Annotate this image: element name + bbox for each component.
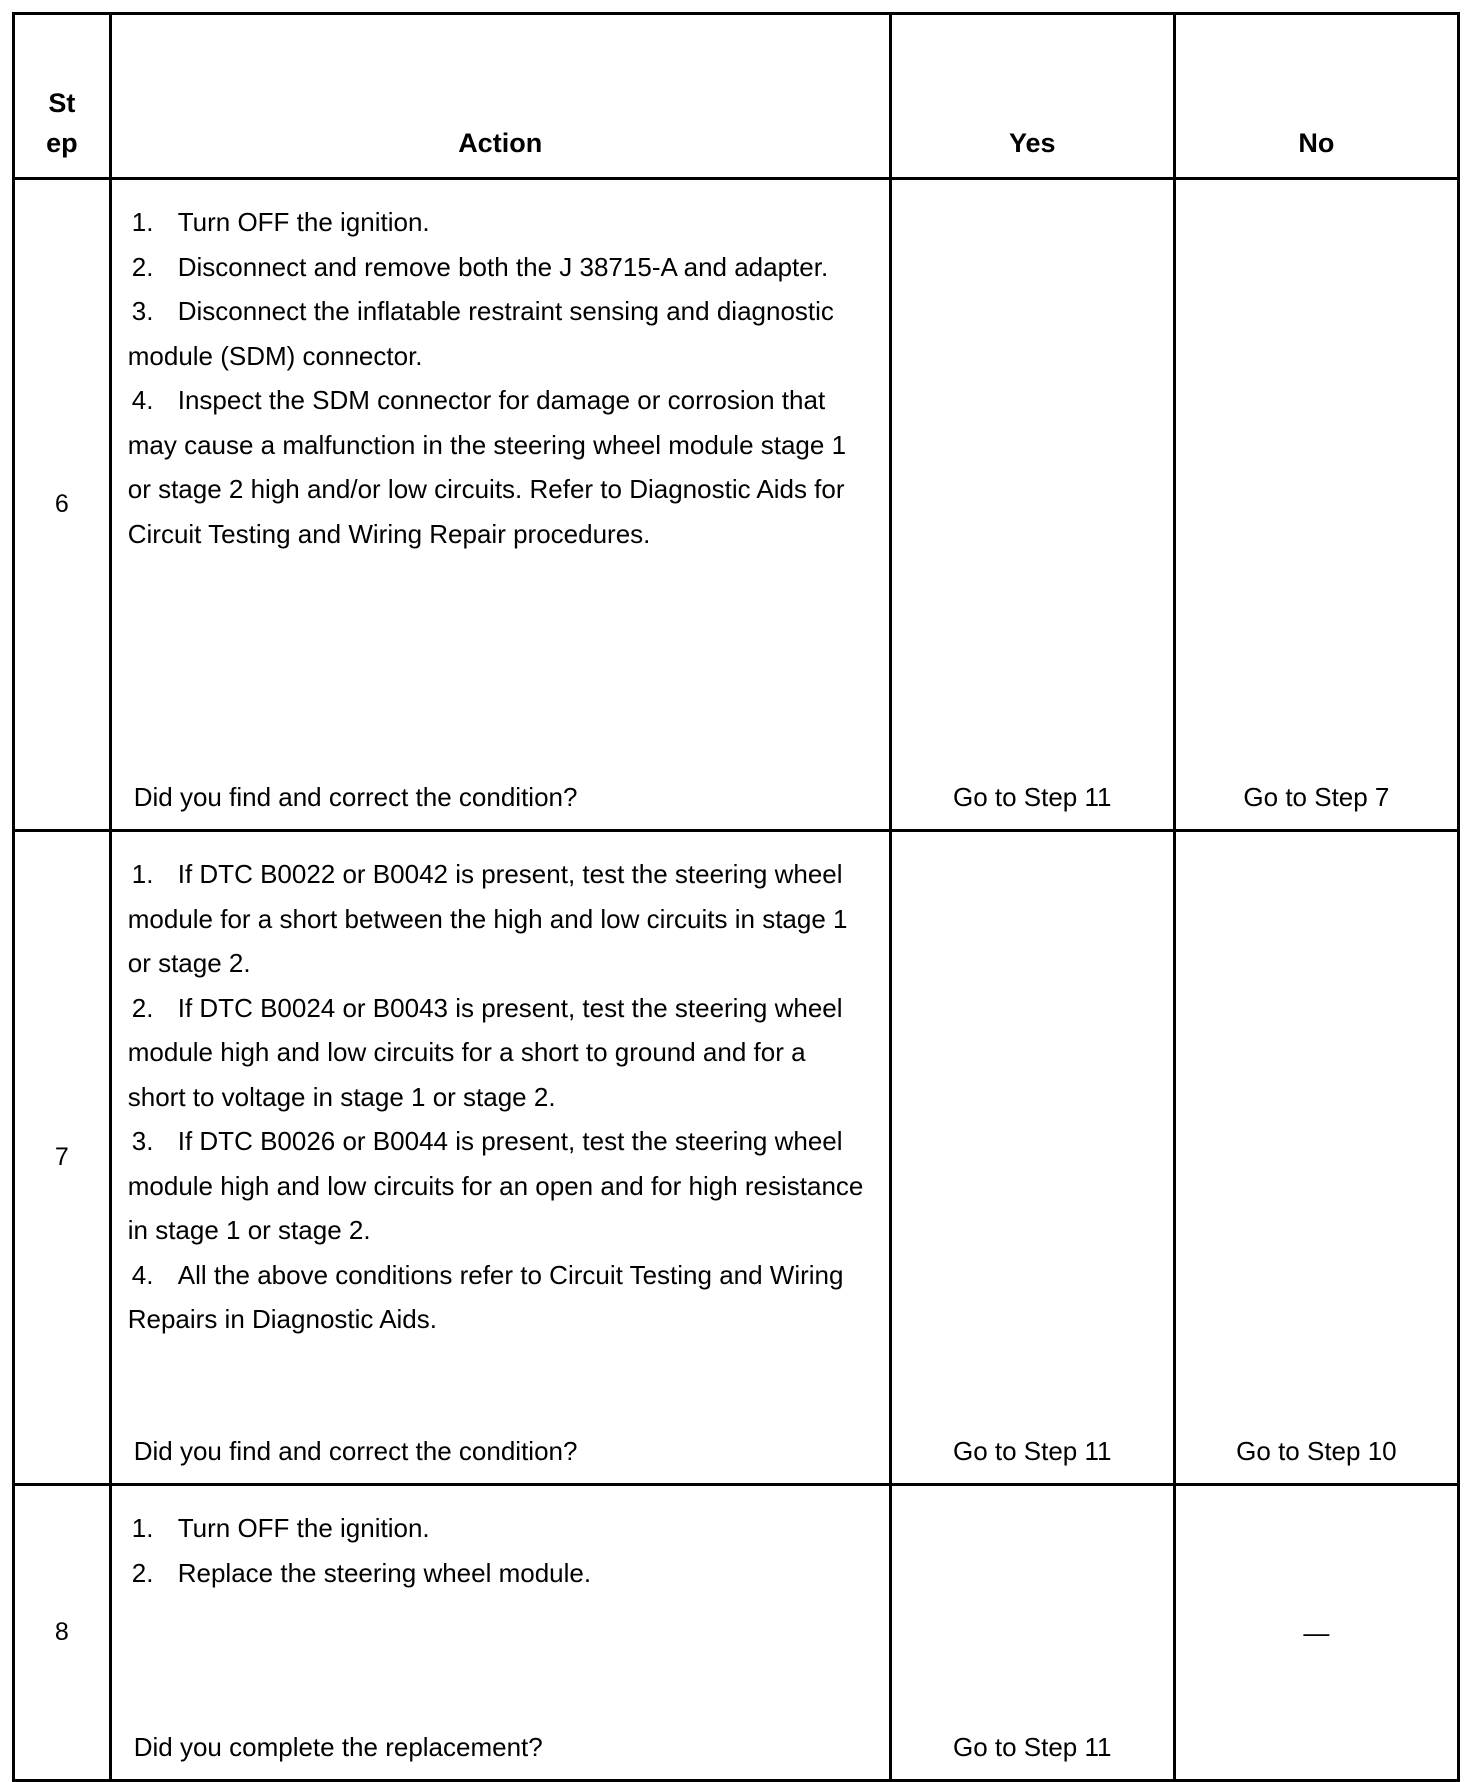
no-cell: [1174, 1485, 1458, 1781]
step-number: 8: [14, 1485, 111, 1781]
no-result: Go to Step 7: [1243, 782, 1390, 812]
diagnostic-table: [12, 12, 1460, 1782]
action-item: 2. Disconnect and remove both the J 38715-A and adapter.: [131, 251, 829, 282]
yes-result: Go to Step 11: [952, 1436, 1112, 1466]
question-text: Did you find and correct the condition?: [133, 1436, 578, 1466]
yes-cell: [890, 831, 1174, 1485]
header-step: [14, 14, 111, 179]
question-text: Did you find and correct the condition?: [133, 782, 578, 812]
action-item: 1. If DTC B0022 or B0042 is present, test the steering wheel module for a short between the high and low circuits in stage 1 or stage 2.: [127, 859, 848, 978]
yes-cell: [890, 1485, 1174, 1781]
header-action: Action: [110, 14, 890, 179]
no-result: Go to Step 10: [1236, 1436, 1397, 1466]
action-steps: [112, 832, 889, 1342]
action-item: 2. Replace the steering wheel module.: [131, 1557, 592, 1588]
question-text: Did you complete the replacement?: [133, 1732, 543, 1762]
action-cell: [110, 1485, 890, 1781]
step-number: 7: [14, 831, 111, 1485]
action-item: 4. Inspect the SDM connector for damage or corrosion that may cause a malfunction in the steering wheel module stage 1 or stage 2 high and/or low circuits. Refer to Diagnostic Aids for Circuit Testing and Wiring Repair procedures.: [127, 385, 847, 549]
action-steps: [112, 180, 889, 556]
header-no: No: [1174, 14, 1458, 179]
yes-result: Go to Step 11: [952, 1732, 1112, 1762]
no-cell: [1174, 179, 1458, 831]
step-number: 6: [14, 179, 111, 831]
action-cell: [110, 831, 890, 1485]
action-item: 1. Turn OFF the ignition.: [131, 207, 430, 237]
table-row: [14, 179, 1459, 831]
header-step-line1: St: [48, 88, 76, 118]
action-item: 1. Turn OFF the ignition.: [131, 1513, 430, 1543]
yes-result: Go to Step 11: [952, 782, 1112, 812]
header-yes: Yes: [890, 14, 1174, 179]
no-result: —: [1303, 1617, 1330, 1647]
yes-cell: [890, 179, 1174, 831]
action-steps: [112, 1486, 889, 1595]
header-row: [14, 14, 1459, 179]
no-cell: [1174, 831, 1458, 1485]
action-item: 2. If DTC B0024 or B0043 is present, test the steering wheel module high and low circuits for a short to ground and for a short to voltage in stage 1 or stage 2.: [127, 992, 843, 1112]
action-item: 4. All the above conditions refer to Circuit Testing and Wiring Repairs in Diagnostic Aids.: [127, 1259, 844, 1334]
table-row: [14, 831, 1459, 1485]
table-row: [14, 1485, 1459, 1781]
action-item: 3. Disconnect the inflatable restraint sensing and diagnostic module (SDM) connector.: [127, 296, 834, 371]
action-cell: [110, 179, 890, 831]
action-item: 3. If DTC B0026 or B0044 is present, test the steering wheel module high and low circuits for an open and for high resistance in stage 1 or stage 2.: [127, 1126, 864, 1245]
header-step-line2: ep: [46, 128, 78, 158]
